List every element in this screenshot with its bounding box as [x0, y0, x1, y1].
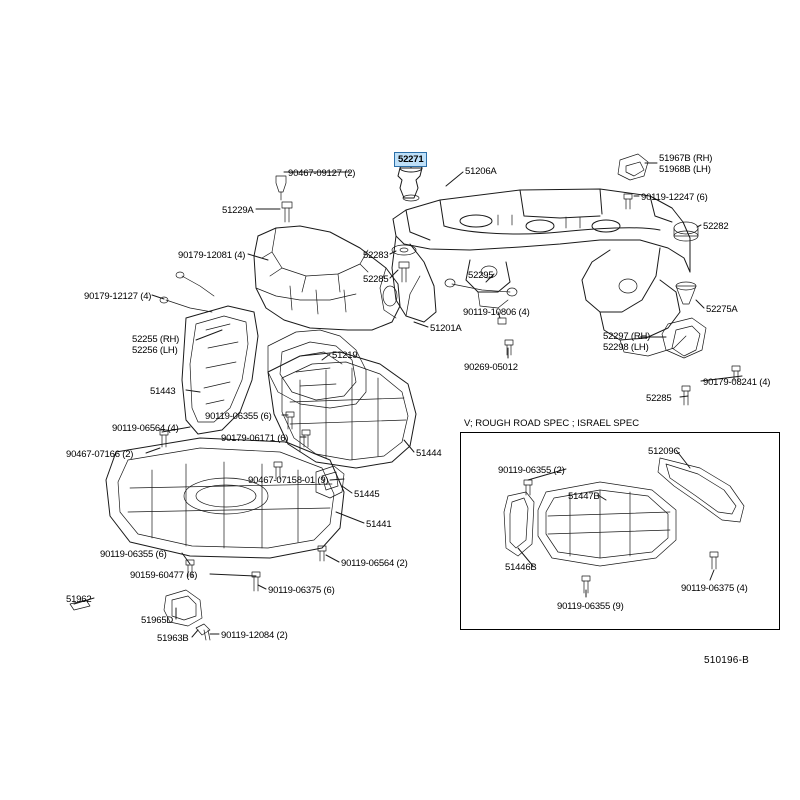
part-label: 52283	[363, 250, 389, 261]
part-label: 90467-09127 (2)	[288, 168, 356, 179]
part-label: 90179-12081 (4)	[178, 250, 246, 261]
part-label: 51447B	[568, 491, 600, 502]
part-label: 90119-06564 (2)	[341, 558, 408, 569]
part-label: 90467-07166 (2)	[66, 449, 134, 460]
part-label: 51967B (RH)	[659, 153, 713, 164]
part-label: 51229A	[222, 205, 254, 216]
part-label: 90119-12084 (2)	[221, 630, 288, 641]
part-label: 51968B (LH)	[659, 164, 711, 175]
part-label: 51965D	[141, 615, 174, 626]
part-label: 90269-05012	[464, 362, 518, 373]
part-label: 90119-06355 (2)	[498, 465, 565, 476]
part-label: 52285	[646, 393, 672, 404]
part-label: 52256 (LH)	[132, 345, 178, 356]
part-label: 90179-12127 (4)	[84, 291, 152, 302]
part-label: 51443	[150, 386, 176, 397]
part-label: 52275A	[706, 304, 738, 315]
part-label: 90179-06171 (6)	[221, 433, 289, 444]
part-label: 52297 (RH)	[603, 331, 651, 342]
inset-title: V; ROUGH ROAD SPEC ; ISRAEL SPEC	[464, 418, 640, 429]
part-label: 51962	[66, 594, 92, 605]
part-label: 51209C	[648, 446, 681, 457]
part-label: 90119-10806 (4)	[463, 307, 530, 318]
part-label: 51446B	[505, 562, 537, 573]
part-label: 51441	[366, 519, 392, 530]
part-label: 90119-12247 (6)	[641, 192, 708, 203]
part-label: 90119-06375 (4)	[681, 583, 748, 594]
part-label: 90119-06375 (6)	[268, 585, 335, 596]
part-label: 52295	[468, 270, 494, 281]
part-label: 51219	[332, 350, 358, 361]
part-label: 90119-06355 (6)	[205, 411, 272, 422]
part-label: 51201A	[430, 323, 462, 334]
part-label: 51963B	[157, 633, 189, 644]
part-label: 52298 (LH)	[603, 342, 649, 353]
part-label: 90119-06564 (4)	[112, 423, 179, 434]
part-label: 52285	[363, 274, 389, 285]
part-label: 90119-06355 (9)	[557, 601, 624, 612]
part-label: 90179-08241 (4)	[703, 377, 771, 388]
part-label: 90159-60477 (6)	[130, 570, 198, 581]
part-label: 51444	[416, 448, 442, 459]
part-label: 52282	[703, 221, 729, 232]
part-label: 51445	[354, 489, 380, 500]
part-label: 52255 (RH)	[132, 334, 180, 345]
part-label: 51206A	[465, 166, 497, 177]
sheet-code: 510196-B	[704, 655, 749, 666]
part-label-highlighted[interactable]: 52271	[394, 152, 427, 167]
part-label: 90467-07158-01 (9)	[248, 475, 329, 486]
part-label: 90119-06355 (6)	[100, 549, 167, 560]
